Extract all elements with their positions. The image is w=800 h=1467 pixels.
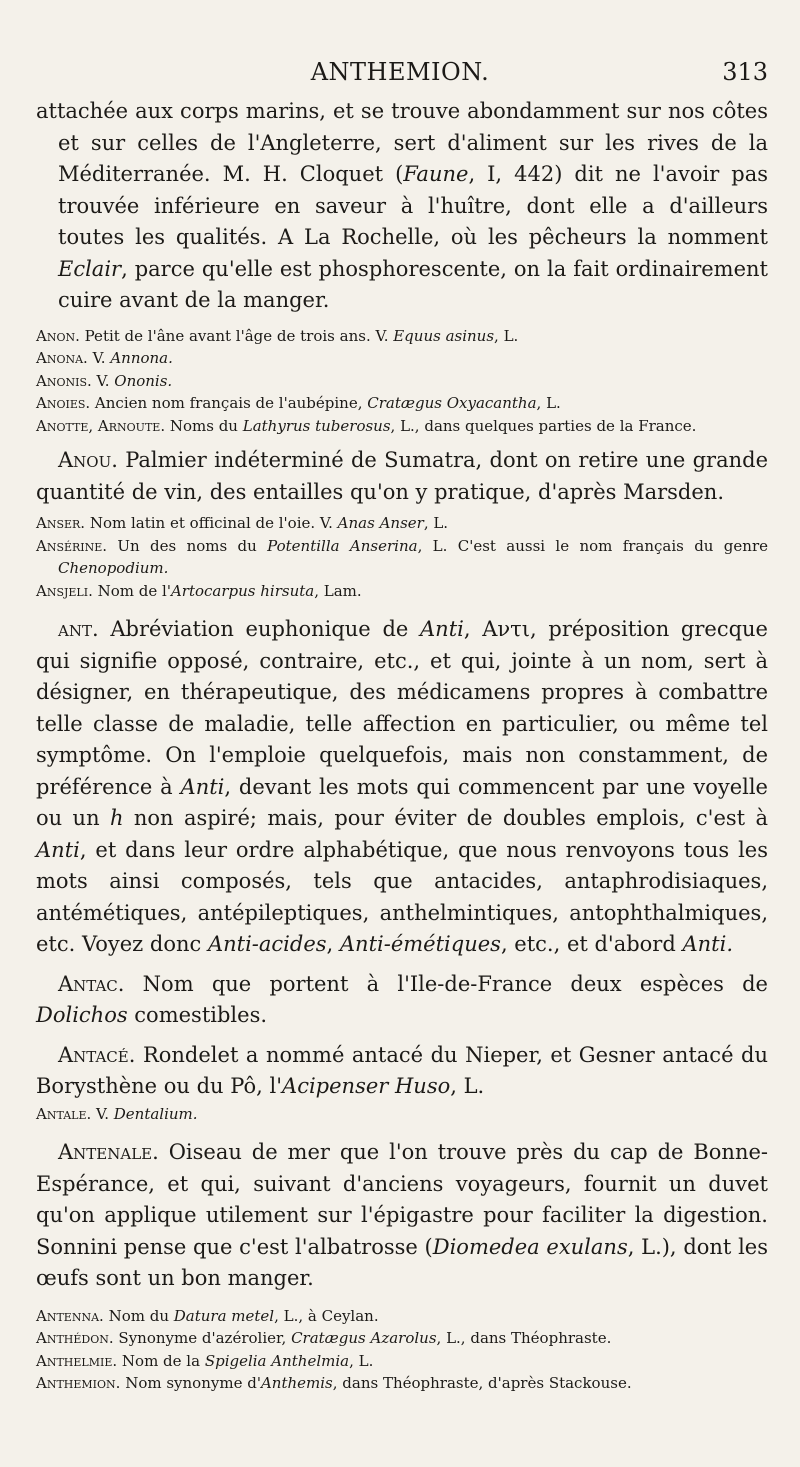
italic-term: Faune xyxy=(403,162,469,186)
italic-term: Diomedea exulans xyxy=(432,1234,628,1259)
entry-text: Nom latin et officinal de l'oie. V. xyxy=(85,514,338,532)
entry-text: attachée aux corps marins, et se trouve abondamment sur nos côtes et sur celles de l'Angleterre, sert d'aliment sur les rives de la Méditerranée. M. H. Cloquet ( xyxy=(36,99,768,186)
entry-text: V. xyxy=(87,349,111,367)
italic-term: Potentilla Anserina xyxy=(267,536,418,555)
entry-text: Noms du xyxy=(165,416,243,435)
entry-text: , Lam. xyxy=(314,581,362,600)
entry-antale xyxy=(36,1103,768,1126)
italic-term: Ononis. xyxy=(114,371,173,390)
entry-text: V. xyxy=(91,371,115,390)
entry-text: Abréviation euphonique de xyxy=(98,617,421,641)
entry-text: , L., à Ceylan. xyxy=(274,1306,379,1325)
headword: Anona. xyxy=(36,349,88,367)
page-number: 313 xyxy=(722,58,768,86)
italic-term: Anas Anser xyxy=(337,514,424,532)
italic-term: Cratægus Oxyacantha xyxy=(367,394,537,412)
entry-text: , dans Théophraste, d'après Stackouse. xyxy=(332,1374,632,1392)
running-title: ANTHEMION. xyxy=(310,58,490,86)
entry-text: , L. xyxy=(423,514,449,532)
entry-text: , devant les mots qui commencent par une voyelle ou un xyxy=(36,774,768,830)
italic-term: Lathyrus tuberosus xyxy=(242,416,391,435)
italic-term: Equus asinus xyxy=(393,326,495,345)
entry-text: , et dans leur ordre alphabétique, que nous renvoyons tous les mots ainsi composés, tels que antacides, antaphrodisiaques, antémétiques, antépileptiques, anthelmintiques, antophthalmiques, etc. Voyez donc xyxy=(36,837,768,956)
headword: Antale. xyxy=(36,1104,92,1123)
entry-text: , xyxy=(326,932,340,956)
headword: ant. xyxy=(58,617,99,641)
entry-anserine xyxy=(36,535,768,580)
italic-term: h xyxy=(109,806,124,830)
entry-text: comestibles. xyxy=(127,1003,268,1027)
entry-text: , Αντι, préposition grecque qui signifie opposé, contraire, etc., et qui, jointe à un nom, sert à désigner, en thérapeutique, des médicamens propres à combattre telle classe de maladie, telle affection en particulier, ou même tel symptôme. On l'emploie quelquefois, mais non constamment, de préférence à xyxy=(36,617,768,799)
entry-text: Synonyme d'azérolier, xyxy=(113,1329,292,1347)
italic-term: Cratægus Azarolus xyxy=(291,1329,437,1347)
headword: Antacé. xyxy=(58,1042,136,1067)
entry-antace xyxy=(36,1040,768,1103)
entry-text: Nom du xyxy=(103,1306,174,1325)
page-header xyxy=(0,58,800,92)
headword: Anonis. xyxy=(36,371,92,390)
entry-text: Ancien nom français de l'aubépine, xyxy=(90,394,368,412)
headword: Anthelmie. xyxy=(36,1351,118,1370)
entry-anonis xyxy=(36,370,768,393)
entry-anou xyxy=(36,445,768,508)
entry-text: Nom de l' xyxy=(92,581,171,600)
entry-antenna xyxy=(36,1305,768,1328)
entry-text: Palmier indéterminé de Sumatra, dont on retire une grande quantité de vin, des entailles qu'on y pratique, d'après Marsden. xyxy=(36,448,768,504)
headword: Ansérine. xyxy=(36,536,108,555)
italic-term: Artocarpus hirsuta xyxy=(170,581,315,600)
entry-text: , L.), dont les œufs sont un bon manger. xyxy=(36,1234,768,1290)
headword: Antenale. xyxy=(58,1140,159,1164)
entry-anoies xyxy=(36,392,768,415)
entry-anthedon xyxy=(36,1327,768,1350)
italic-term: Anti. xyxy=(682,932,733,956)
headword: Anthemion. xyxy=(36,1374,121,1392)
entry-text: , L. xyxy=(450,1074,485,1098)
entry-antac xyxy=(36,969,768,1032)
italic-term: Anti xyxy=(420,617,464,641)
entry-anotte xyxy=(36,415,768,438)
headword: Anou. xyxy=(58,448,118,472)
italic-term: Anti xyxy=(36,837,80,862)
entry-anthemion xyxy=(36,1372,768,1395)
entry-text: , L. C'est aussi le nom français du genre xyxy=(417,536,768,555)
headword: Anon. xyxy=(36,326,80,345)
headword: Antac. xyxy=(58,971,125,996)
entry-text: , L. xyxy=(494,326,519,345)
entry-text: non aspiré; mais, pour éviter de doubles emplois, c'est à xyxy=(123,806,768,830)
entry-anthelmie xyxy=(36,1350,768,1373)
entry-anser xyxy=(36,512,768,535)
entry-text: , L., dans quelques parties de la France. xyxy=(390,416,697,435)
entry-text: , L. xyxy=(349,1351,374,1370)
entry-ansjeli xyxy=(36,580,768,603)
headword: Ansjeli. xyxy=(36,581,93,600)
entry-antenale xyxy=(36,1137,768,1295)
italic-term: Anti-acides xyxy=(207,932,327,956)
italic-term: Spigelia Anthelmia xyxy=(204,1351,350,1370)
italic-term: Dolichos xyxy=(36,1003,128,1027)
headword: Anthédon. xyxy=(36,1329,114,1347)
headword: Anotte, Arnoute. xyxy=(36,416,166,435)
entry-text: Nom de la xyxy=(117,1351,205,1370)
entry-text: Nom synonyme d' xyxy=(120,1374,261,1392)
entry-continuation xyxy=(36,96,768,317)
entry-text: Nom que portent à l'Ile-de-France deux espèces de xyxy=(124,971,768,996)
entry-ant xyxy=(36,614,768,961)
italic-term: Annona. xyxy=(110,349,173,367)
italic-term: Anti xyxy=(180,774,225,799)
italic-term: Dentalium. xyxy=(113,1104,198,1123)
entry-text: , L. xyxy=(536,394,561,412)
entry-text: Un des noms du xyxy=(107,536,268,555)
italic-term: Eclair xyxy=(58,256,122,281)
headword: Anser. xyxy=(36,514,86,532)
entry-text: , L., dans Théophraste. xyxy=(436,1329,612,1347)
italic-term: Chenopodium. xyxy=(58,559,169,577)
entry-text: Rondelet a nommé antacé du Nieper, et Gesner antacé du Borysthène ou du Pô, l' xyxy=(36,1042,768,1098)
italic-term: Acipenser Huso xyxy=(282,1074,451,1098)
entry-text: V. xyxy=(91,1104,114,1123)
entry-anona xyxy=(36,347,768,370)
entry-text: Oiseau de mer que l'on trouve près du cap de Bonne-Espérance, et qui, suivant d'anciens voyageurs, fournit un duvet qu'on applique utilement sur l'épigastre pour faciliter la digestion. Sonnini pense que c'est l'albatrosse ( xyxy=(36,1140,768,1259)
entry-text: Petit de l'âne avant l'âge de trois ans. V. xyxy=(79,326,394,345)
text-column xyxy=(36,96,768,1395)
headword: Anoies. xyxy=(36,394,91,412)
entry-text: , etc., et d'abord xyxy=(500,932,683,956)
entry-text: , I, 442) dit ne l'avoir pas trouvée inférieure en saveur à l'huître, dont elle a d'ailleurs toutes les qualités. A La Rochelle, où les pêcheurs la nomment xyxy=(58,162,768,249)
italic-term: Anti-émétiques xyxy=(339,932,501,956)
entry-anon xyxy=(36,325,768,348)
italic-term: Anthemis xyxy=(260,1374,333,1392)
headword: Antenna. xyxy=(36,1306,104,1325)
entry-text: , parce qu'elle est phosphorescente, on la fait ordinairement cuire avant de la manger. xyxy=(58,256,768,312)
italic-term: Datura metel xyxy=(173,1306,275,1325)
